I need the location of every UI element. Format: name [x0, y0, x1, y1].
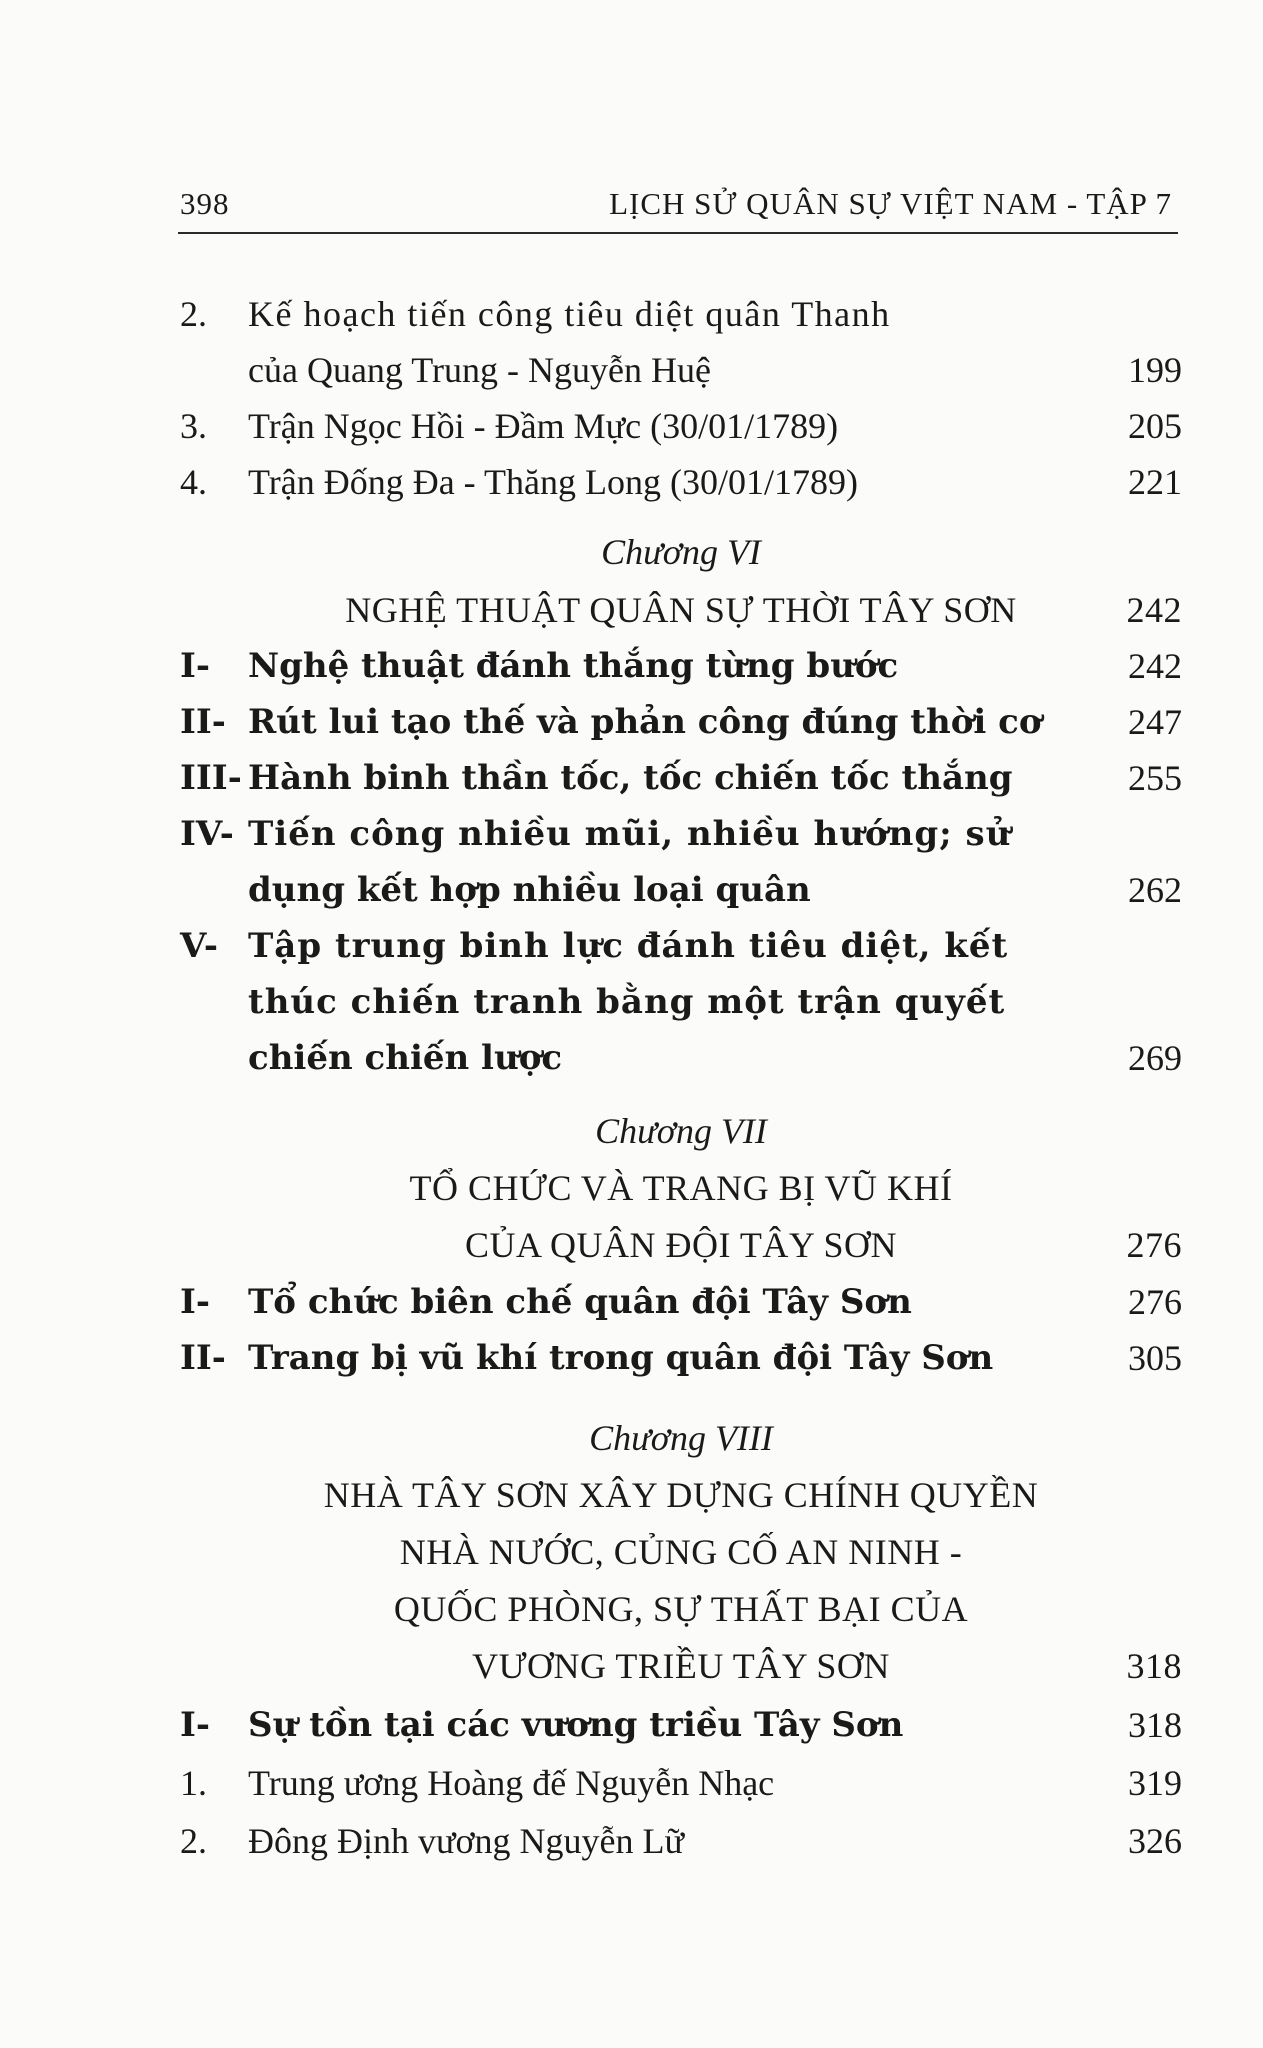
entry-label: I- [180, 646, 211, 686]
chapter-title-text: NGHỆ THUẬT QUÂN SỰ THỜI TÂY SƠN [345, 590, 1017, 630]
entry-text: Kế hoạch tiến công tiêu diệt quân Thanh [248, 294, 891, 334]
chapter-title-text: NHÀ TÂY SƠN XÂY DỰNG CHÍNH QUYỀN [323, 1475, 1039, 1515]
entry-page: 305 [1128, 1338, 1182, 1378]
entry-page: 262 [1128, 870, 1182, 910]
entry-page: 269 [1128, 1038, 1182, 1078]
entry-page: 318 [1128, 1705, 1182, 1745]
toc-entry [180, 1700, 1182, 1750]
entry-page: 255 [1128, 758, 1182, 798]
chapter-title [180, 1469, 1182, 1521]
toc-entry [180, 1758, 1182, 1808]
entry-text: Tiến công nhiều mũi, nhiều hướng; sử [248, 814, 1012, 854]
entry-page: 319 [1128, 1763, 1182, 1803]
chapter-title [180, 584, 1182, 636]
toc-entry [180, 457, 1182, 507]
entry-page: 221 [1128, 462, 1182, 502]
toc-entry [180, 921, 1182, 971]
running-header [178, 182, 1178, 234]
entry-label: 2. [180, 1821, 207, 1861]
entry-page: 276 [1126, 1225, 1182, 1265]
entry-text: Sự tồn tại các vương triều Tây Sơn [248, 1705, 904, 1745]
toc-entry [180, 1333, 1182, 1383]
entry-label: V- [180, 926, 219, 966]
entry-page: 242 [1128, 646, 1182, 686]
entry-page: 205 [1128, 406, 1182, 446]
chapter-title-text: CỦA QUÂN ĐỘI TÂY SƠN [464, 1225, 897, 1265]
chapter-heading: Chương VII [595, 1111, 767, 1151]
entry-text: Hành binh thần tốc, tốc chiến tốc thắng [248, 758, 1013, 798]
entry-text: chiến chiến lược [248, 1038, 563, 1078]
entry-label: III- [180, 758, 242, 798]
toc-entry [180, 641, 1182, 691]
toc-entry [180, 865, 1182, 915]
book-title: LỊCH SỬ QUÂN SỰ VIỆT NAM - TẬP 7 [609, 186, 1172, 221]
entry-label: II- [180, 702, 226, 742]
chapter-title-text: NHÀ NƯỚC, CỦNG CỐ AN NINH - [399, 1532, 963, 1572]
toc-entry [180, 1033, 1182, 1083]
chapter-title-text: QUỐC PHÒNG, SỰ THẤT BẠI CỦA [393, 1589, 969, 1629]
toc-entry [180, 697, 1182, 747]
entry-label: II- [180, 1338, 226, 1378]
toc-entry [180, 401, 1182, 451]
entry-text: Trận Ngọc Hồi - Đầm Mực (30/01/1789) [248, 406, 839, 446]
toc-entry [180, 289, 1182, 339]
entry-page: 247 [1128, 702, 1182, 742]
toc-entry [180, 1277, 1182, 1327]
entry-text: Tổ chức biên chế quân đội Tây Sơn [248, 1282, 912, 1322]
entry-text: Đông Định vương Nguyễn Lữ [248, 1821, 685, 1861]
entry-text: Tập trung binh lực đánh tiêu diệt, kết [248, 926, 1009, 966]
entry-label: 4. [180, 462, 207, 502]
entry-page: 326 [1128, 1821, 1182, 1861]
entry-text: Trận Đống Đa - Thăng Long (30/01/1789) [248, 462, 858, 502]
entry-text: Nghệ thuật đánh thắng từng bước [248, 646, 899, 686]
entry-text: Rút lui tạo thế và phản công đúng thời cơ [248, 702, 1042, 742]
entry-label: 1. [180, 1763, 207, 1803]
toc-entry [180, 977, 1182, 1027]
page-number: 398 [180, 186, 230, 221]
entry-label: 3. [180, 406, 207, 446]
toc-entry [180, 753, 1182, 803]
chapter-title [180, 1526, 1182, 1578]
entry-label: I- [180, 1705, 211, 1745]
entry-label: IV- [180, 814, 234, 854]
toc-entry [180, 345, 1182, 395]
chapter-title [180, 1640, 1182, 1692]
entry-page: 276 [1128, 1282, 1182, 1322]
chapter-title [180, 1219, 1182, 1271]
entry-page: 318 [1126, 1646, 1182, 1686]
entry-text: Trang bị vũ khí trong quân đội Tây Sơn [248, 1338, 994, 1378]
entry-page: 242 [1126, 590, 1182, 630]
chapter-heading: Chương VI [601, 532, 761, 572]
chapter-title-text: TỔ CHỨC VÀ TRANG BỊ VŨ KHÍ [409, 1168, 953, 1208]
entry-label: I- [180, 1282, 211, 1322]
chapter-title [180, 1162, 1182, 1214]
entry-text: của Quang Trung - Nguyễn Huệ [248, 350, 711, 390]
entry-label: 2. [180, 294, 207, 334]
toc-entry [180, 809, 1182, 859]
entry-text: dụng kết hợp nhiều loại quân [248, 870, 811, 910]
chapter-title [180, 1583, 1182, 1635]
chapter-heading: Chương VIII [589, 1418, 773, 1458]
entry-text: Trung ương Hoàng đế Nguyễn Nhạc [248, 1763, 775, 1803]
entry-text: thúc chiến tranh bằng một trận quyết [248, 982, 1006, 1022]
toc-entry [180, 1816, 1182, 1866]
entry-page: 199 [1128, 350, 1182, 390]
chapter-title-text: VƯƠNG TRIỀU TÂY SƠN [472, 1646, 890, 1686]
